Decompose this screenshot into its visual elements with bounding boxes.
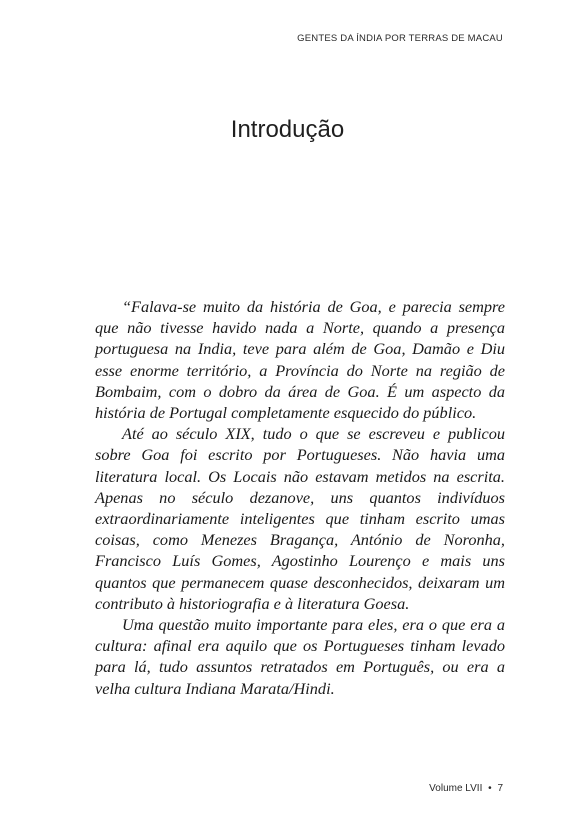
footer-separator: • (488, 783, 492, 794)
paragraph-1: “Falava-se muito da história de Goa, e parecia sempre que não tivesse havido nada a Norte, quando a presença portuguesa na India, teve para além de Goa, Damão e Diu esse enorme território, a Província do Norte na região de Bombaim, com o dobro da área de Goa. É um aspecto da história de Portugal completamente esquecido do público. (95, 297, 505, 423)
paragraph-3: Uma questão muito importante para eles, era o que era a cultura: afinal era aquilo que os Portugueses tinham levado para lá, tudo assuntos retratados em Português, ou era a velha cultura Indiana Marata/Hindi. (95, 615, 505, 698)
page-footer (429, 783, 503, 794)
page-number: 7 (497, 783, 503, 794)
running-header: GENTES DA ÍNDIA POR TERRAS DE MACAU (297, 33, 503, 44)
body-text (95, 296, 505, 699)
paragraph-2: Até ao século XIX, tudo o que se escreveu e publicou sobre Goa foi escrito por Portugueses. Não havia uma literatura local. Os Locais não estavam metidos na escrita. Apenas no século dezanove, uns quantos indivíduos extraordinariamente inteligentes que tinham escrito umas coisas, como Menezes Bragança, António de Noronha, Francisco Luís Gomes, Agostinho Lourenço e mais uns quantos que permanecem quase desconhecidos, deixaram um contributo à historiografia e à literatura Goesa. (95, 424, 505, 613)
volume-label: Volume LVII (429, 783, 483, 794)
page-title: Introdução (230, 116, 345, 143)
